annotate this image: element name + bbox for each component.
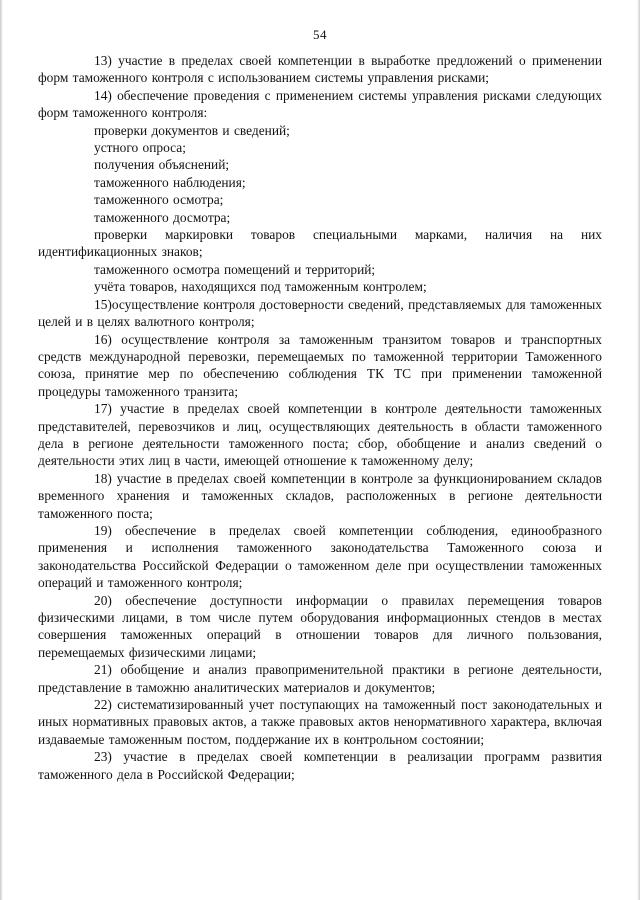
paragraph: проверки документов и сведений; <box>94 122 290 138</box>
paragraph: 17) участие в пределах своей компетенции в контроле деятельности таможенных представителей, перевозчиков и лиц, осуществляющих деятельность в области таможенного дела в регионе деятельности таможенного поста; сбор, обобщение и анализ сведений о деятельности этих лиц в части, имеющей отношение к таможенному делу; <box>38 401 602 469</box>
document-body <box>38 52 602 783</box>
paragraph: 22) систематизированный учет поступающих на таможенный пост законодательных и иных нормативных правовых актов, а также правовых актов ненормативного характера, включая издаваемые таможенным постом, поддержание их в контрольном состоянии; <box>38 697 602 747</box>
paragraph: 14) обеспечение проведения с применением системы управления рисками следующих форм таможенного контроля: <box>38 87 602 121</box>
paragraph: таможенного осмотра помещений и территорий; <box>94 261 376 277</box>
paragraph: проверки маркировки товаров специальными марками, наличия на них идентификационных знаков; <box>38 227 602 260</box>
paragraph: 16) осуществление контроля за таможенным транзитом товаров и транспортных средств международной перевозки, перемещаемых по таможенной территории Таможенного союза, принятие мер по обеспечению соблюдения ТК ТС при применении таможенной процедуры таможенного транзита; <box>38 331 602 399</box>
paragraph: 20) обеспечение доступности информации о правилах перемещения товаров физическими лицами, в том числе путем оборудования информационных стендов в местах совершения таможенных операций в отношении товаров для личного пользования, перемещаемых физическими лицами; <box>38 592 602 660</box>
page-number: 54 <box>313 27 327 42</box>
scan-edge-left <box>0 0 3 900</box>
paragraph: 23) участие в пределах своей компетенции в реализации программ развития таможенного дела в Российской Федерации; <box>38 749 602 782</box>
paragraph: устного опроса; <box>94 140 186 156</box>
paragraph: 21) обобщение и анализ правоприменительной практики в регионе деятельности, представление в таможню аналитических материалов и документов; <box>38 662 602 695</box>
paragraph: таможенного досмотра; <box>94 209 231 225</box>
paragraph: 15)осуществление контроля достоверности сведений, представляемых для таможенных целей и в целях валютного контроля; <box>38 296 602 330</box>
paragraph: учёта товаров, находящихся под таможенным контролем; <box>94 279 427 295</box>
paragraph: 18) участие в пределах своей компетенции в контроле за функционированием складов временного хранения и таможенных складов, расположенных в регионе деятельности таможенного поста; <box>38 470 602 521</box>
paragraph: 13) участие в пределах своей компетенции в выработке предложений о применении форм таможенного контроля с использованием системы управления рисками; <box>38 53 602 86</box>
paragraph: получения объяснений; <box>94 157 230 173</box>
paragraph: таможенного наблюдения; <box>94 174 246 190</box>
paragraph: таможенного осмотра; <box>94 192 224 208</box>
paragraph: 19) обеспечение в пределах своей компетенции соблюдения, единообразного применения и исполнения таможенного законодательства Таможенного союза и законодательства Российской Федерации о таможенном деле при осуществлении таможенных операций и таможенного контроля; <box>38 522 602 591</box>
